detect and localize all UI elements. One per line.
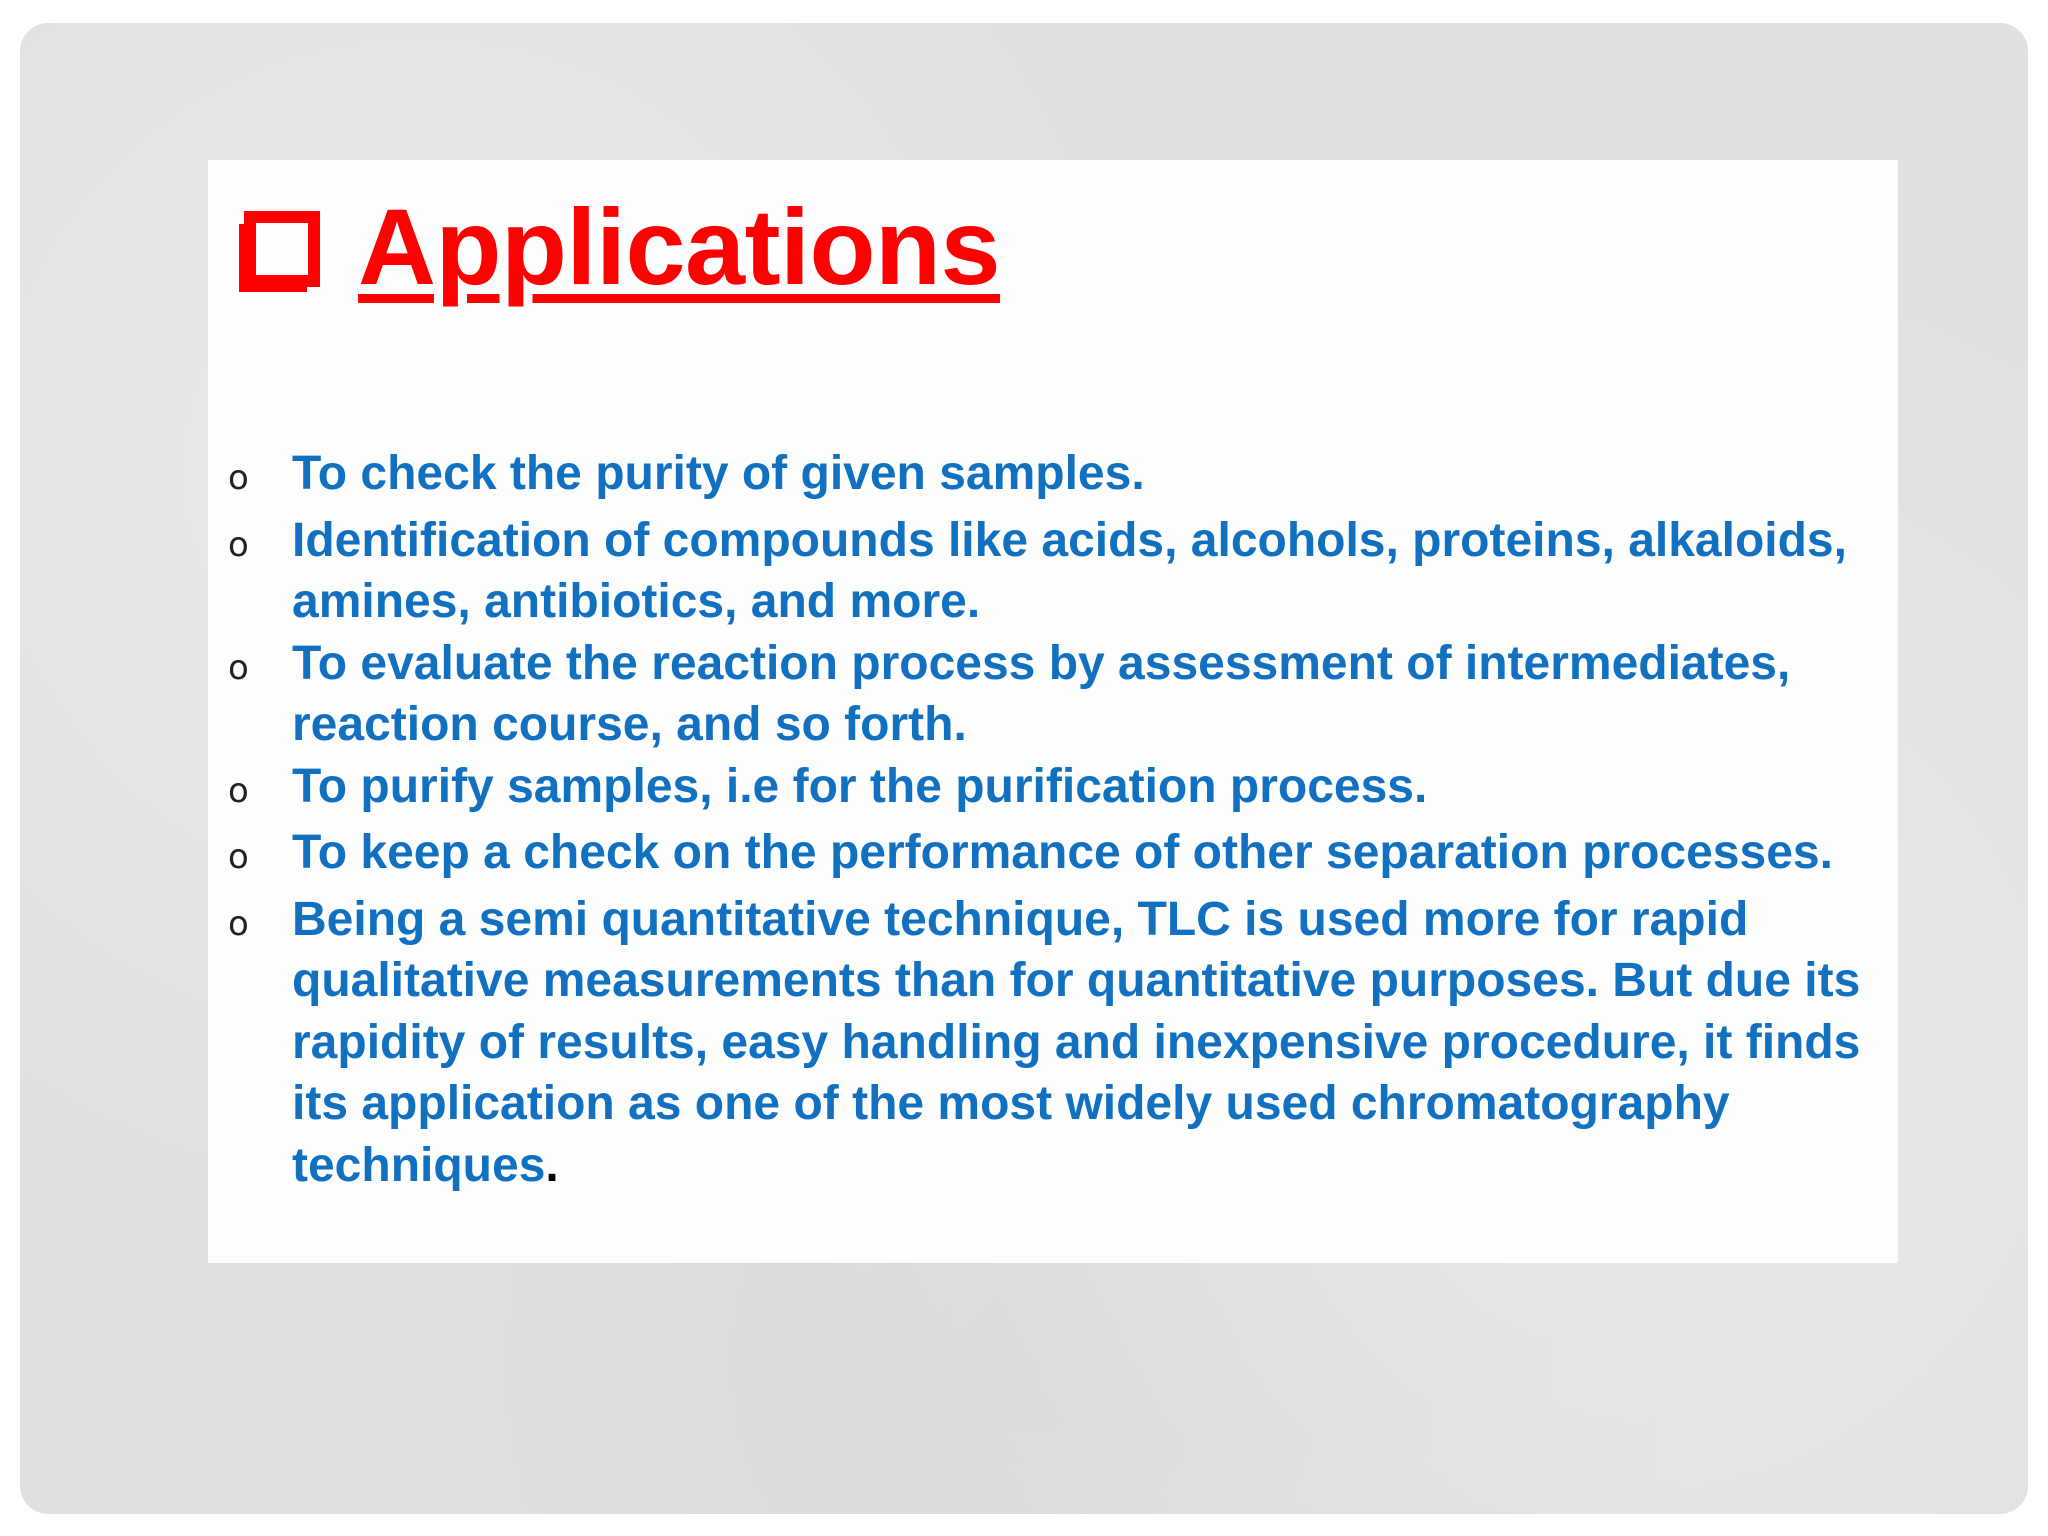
list-item [228, 633, 1888, 756]
bullet-circle-icon: o [228, 770, 249, 811]
slide-background [20, 23, 2028, 1514]
bullet-circle-icon: o [228, 903, 249, 944]
list-item-period: . [545, 1138, 559, 1192]
list-item-text-main: Being a semi quantitative technique, TLC is used more for rapid qualitative measurements than for quantitative purposes. But due its rapidity of results, easy handling and inexpensive procedure, it finds its application as one of the most widely used chromatography techniques [292, 892, 1861, 1192]
list-item-text: To check the purity of given samples. [292, 447, 1145, 500]
slide-content-panel [208, 160, 1898, 1263]
slide-title: Applications [358, 186, 1001, 307]
slide-heading [236, 182, 1000, 312]
list-item-text [292, 889, 1888, 1197]
bullet-circle-icon: o [228, 524, 249, 565]
list-item-text: To keep a check on the performance of other separation processes. [292, 826, 1833, 879]
bullet-circle-icon: o [228, 647, 249, 688]
list-item-text: To purify samples, i.e for the purification process. [292, 759, 1428, 813]
list-item [228, 822, 1888, 889]
list-item [228, 756, 1888, 823]
list-item-text: To evaluate the reaction process by assessment of intermediates, reaction course, and so forth. [292, 636, 1791, 751]
list-item [228, 510, 1888, 633]
list-item [228, 889, 1888, 1197]
bullet-circle-icon: o [228, 837, 249, 877]
checkbox-square-icon [236, 209, 324, 297]
list-item [228, 443, 1888, 510]
applications-list [228, 443, 1888, 1196]
list-item-text: Identification of compounds like acids, alcohols, proteins, alkaloids, amines, antibiotics, and more. [292, 513, 1847, 628]
bullet-circle-icon: o [228, 458, 249, 498]
